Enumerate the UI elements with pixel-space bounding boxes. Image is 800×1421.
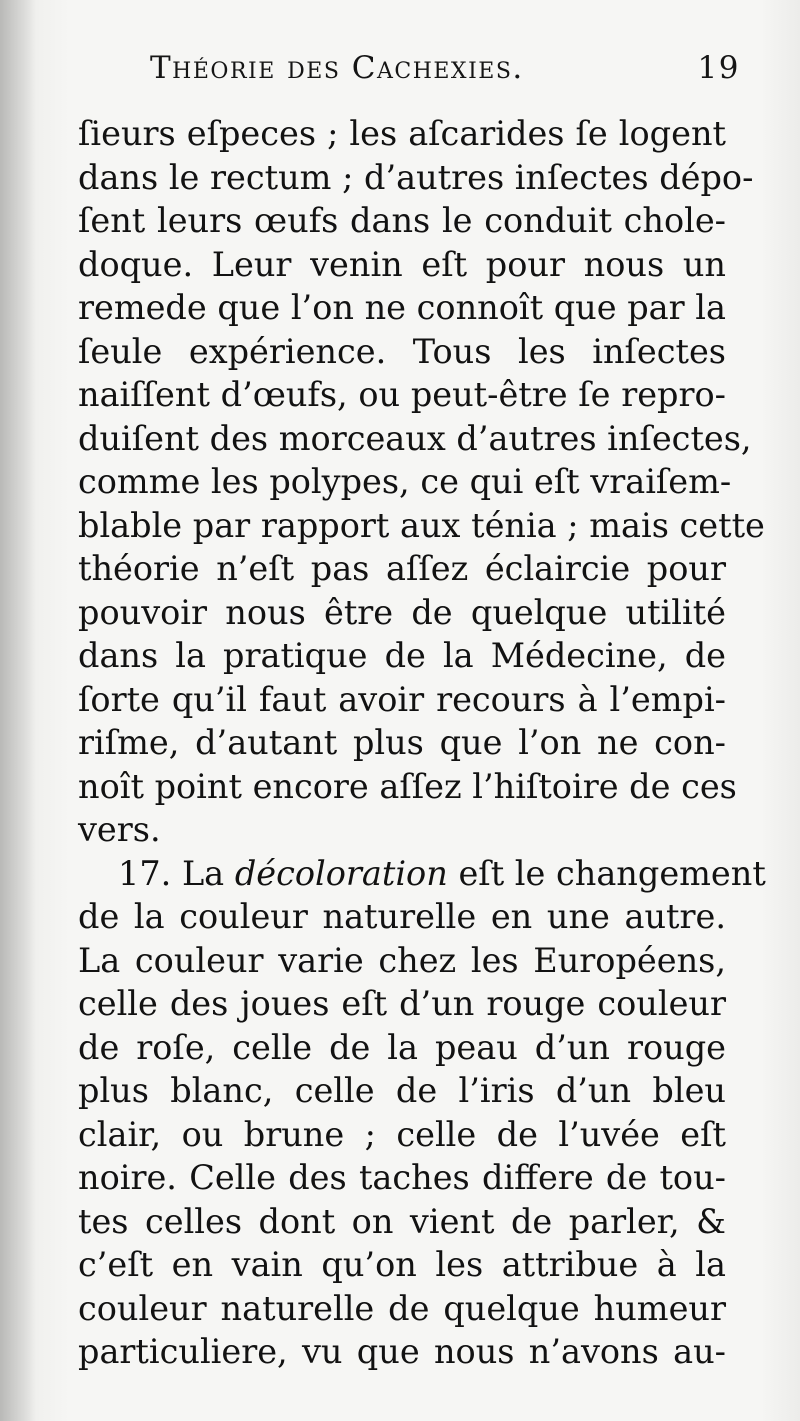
body-text (78, 112, 766, 1374)
paragraph-17-first-line (78, 852, 766, 896)
paragraph-first-rest: eſt le changement (458, 853, 766, 893)
text-line: ſent leurs œufs dans le conduit chole- (78, 201, 726, 240)
text-line: La couleur varie chez les Européens, (78, 940, 726, 980)
text-line: dans le rectum ; d’autres inſectes dépo- (78, 157, 754, 197)
text-line: ſieurs eſpeces ; les aſcarides ſe logent (78, 114, 726, 153)
text-line: c’eſt en vain qu’on les attribue à la (78, 1245, 726, 1284)
running-head (150, 50, 740, 86)
text-line: blable par rapport aux ténia ; mais cette (78, 505, 765, 545)
text-line: théorie n’eſt pas aſſez éclaircie pour (78, 549, 726, 588)
text-line: couleur naturelle de quelque humeur (78, 1288, 726, 1328)
text-line: doque. Leur venin eſt pour nous un (78, 244, 726, 284)
text-line: tes celles dont on vient de parler, & (78, 1201, 726, 1241)
text-line: dans la pratique de la Médecine, de (78, 636, 726, 675)
text-line: clair, ou brune ; celle de l’uvée eſt (78, 1114, 726, 1154)
text-line: riſme, d’autant plus que l’on ne con- (78, 723, 726, 762)
text-line: noît point encore aſſez l’hiſtoire de ces (78, 766, 737, 806)
page-gutter-shadow (0, 0, 36, 1421)
defined-term: décoloration (234, 853, 448, 893)
text-line: plus blanc, celle de l’iris d’un bleu (78, 1071, 726, 1110)
text-line: ſeule expérience. Tous les inſectes (78, 331, 726, 371)
text-line: comme les polypes, ce qui eſt vraiſem- (78, 462, 732, 501)
text-line: remede que l’on ne connoît que par la (78, 288, 726, 327)
text-line: ſorte qu’il faut avoir recours à l’empi- (78, 679, 726, 719)
text-line: noire. Celle des taches differe de tou- (78, 1158, 726, 1197)
text-line: vers. (78, 810, 161, 849)
text-line: pouvoir nous être de quelque utilité (78, 592, 726, 632)
text-line: duiſent des morceaux d’autres inſectes, (78, 418, 752, 458)
paragraph-lead: La (181, 853, 225, 893)
running-head-title: Théorie des Cachexies. (150, 50, 524, 86)
text-line: de la couleur naturelle en une autre. (78, 897, 726, 936)
text-line: de roſe, celle de la peau d’un rouge (78, 1027, 726, 1067)
page-number: 19 (697, 50, 740, 86)
paragraph-number: 17. (118, 853, 172, 893)
text-line: naiſſent d’œufs, ou peut-être ſe repro- (78, 375, 726, 414)
text-line: particuliere, vu que nous n’avons au- (78, 1332, 726, 1371)
text-line: celle des joues eſt d’un rouge couleur (78, 984, 726, 1023)
